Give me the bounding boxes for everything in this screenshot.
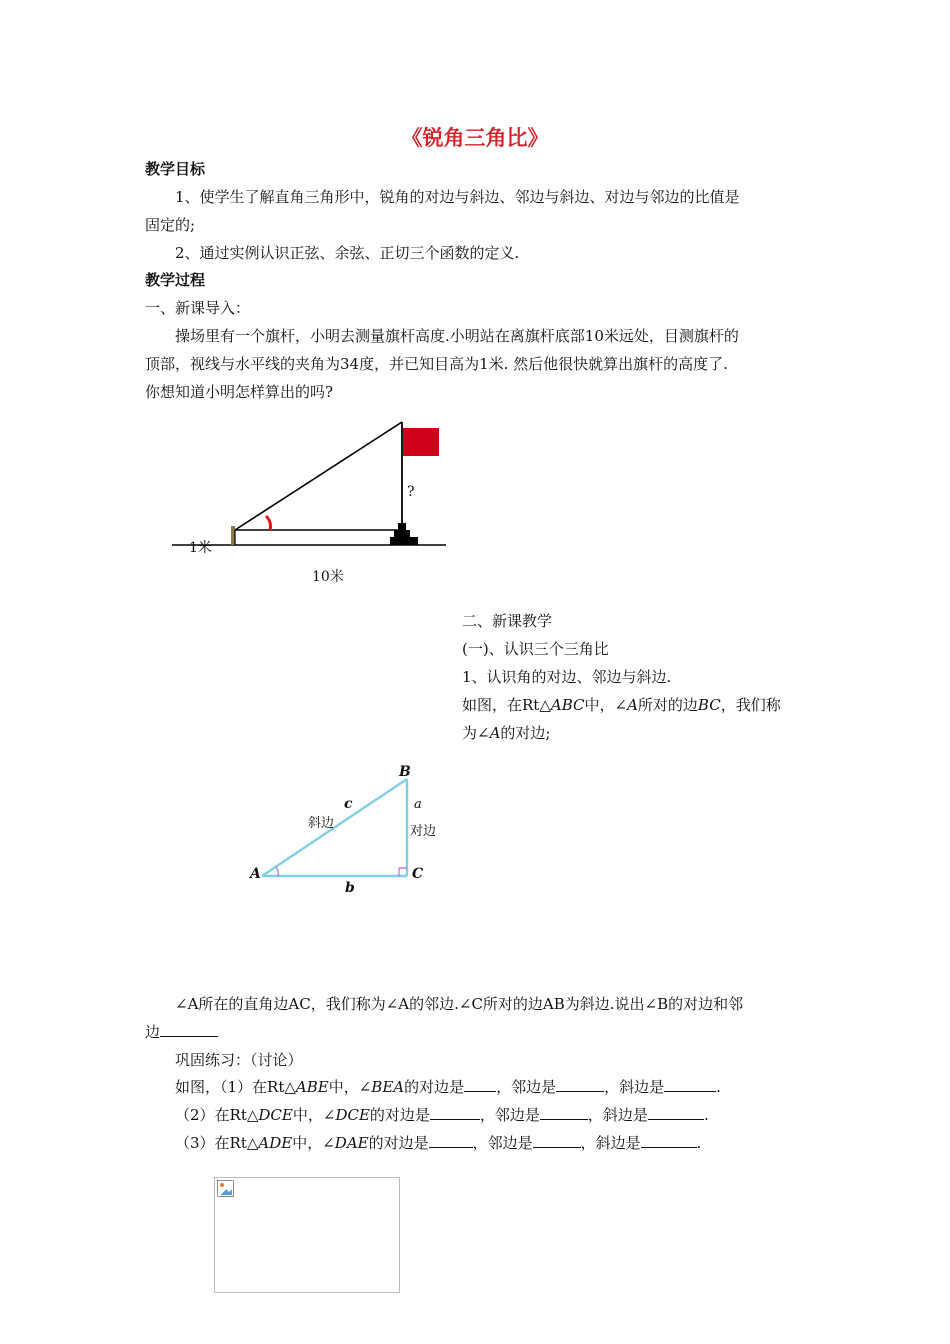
page-title: 《锐角三角比》 xyxy=(401,126,549,150)
section-2-heading: 二、新课教学 xyxy=(462,612,553,630)
opposite-side-label: 对边 xyxy=(410,824,437,839)
vertex-c-label: C xyxy=(412,866,424,882)
pole-height-question-label: ? xyxy=(407,484,415,500)
vertex-a-label: A xyxy=(250,866,261,882)
answer-blank[interactable] xyxy=(648,1105,704,1120)
objectives-heading: 教学目标 xyxy=(145,160,206,178)
answer-blank[interactable] xyxy=(664,1077,716,1092)
answer-blank[interactable] xyxy=(430,1105,480,1120)
answer-blank[interactable] xyxy=(429,1133,473,1148)
hypotenuse-label: 斜边 xyxy=(308,816,335,831)
practice-question-1: 如图，（1）在Rt△ABE中，∠BEA的对边是 ，邻边是 ，斜边是 . xyxy=(175,1078,721,1096)
adjacent-side-text-line-2: 边 xyxy=(145,1021,218,1042)
section-1-heading: 一、新课导入： xyxy=(145,299,251,317)
side-a-label: a xyxy=(414,797,422,812)
answer-blank[interactable] xyxy=(556,1077,604,1092)
vertex-b-label: B xyxy=(399,764,411,780)
answer-blank[interactable] xyxy=(464,1077,496,1092)
point-1: 1、认识角的对边、邻边与斜边. xyxy=(462,668,672,686)
side-b-label: b xyxy=(345,880,355,896)
objective-item-1-line-1: 1、使学生了解直角三角形中，锐角的对边与斜边、邻边与斜边、对边与邻边的比值是 xyxy=(175,188,740,206)
answer-blank[interactable] xyxy=(533,1133,581,1148)
practice-heading: 巩固练习：（讨论） xyxy=(175,1051,303,1069)
intro-line-1: 操场里有一个旗杆，小明去测量旗杆高度.小明站在离旗杆底部10米远处，目测旗杆的 xyxy=(175,327,739,345)
opposite-side-text-line-2: 为∠A的对边; xyxy=(462,724,551,742)
objective-item-1-line-2: 固定的; xyxy=(145,216,196,234)
answer-blank[interactable] xyxy=(160,1022,218,1037)
distance-label: 10米 xyxy=(312,569,344,585)
process-heading: 教学过程 xyxy=(145,271,206,289)
intro-line-2: 顶部，视线与水平线的夹角为34度，并已知目高为1米. 然后他很快就算出旗杆的高度了. xyxy=(145,355,728,373)
angle-a-mark xyxy=(276,867,278,876)
eye-height-label: 1米 xyxy=(189,540,212,556)
intro-line-3: 你想知道小明怎样算出的吗? xyxy=(145,383,334,401)
subsection-heading: (一)、认识三个三角比 xyxy=(462,640,609,658)
answer-blank[interactable] xyxy=(641,1133,697,1148)
adjacent-side-text-line-1: ∠A所在的直角边AC，我们称为∠A的邻边.∠C所对的边AB为斜边.说出∠B的对边和邻 xyxy=(175,995,744,1013)
practice-question-2: （2）在Rt△DCE中，∠DCE的对边是 ，邻边是 ，斜边是 . xyxy=(175,1106,709,1124)
practice-question-3: （3）在Rt△ADE中，∠DAE的对边是 ，邻边是 ，斜边是 . xyxy=(175,1134,702,1152)
broken-image-icon xyxy=(217,1180,235,1198)
image-placeholder xyxy=(214,1177,400,1293)
opposite-side-text-line-1: 如图，在Rt△ABC中，∠A所对的边BC，我们称 xyxy=(462,696,781,714)
hypotenuse xyxy=(262,779,407,876)
side-c-label: c xyxy=(344,796,353,812)
objective-item-2: 2、通过实例认识正弦、余弦、正切三个函数的定义. xyxy=(175,244,520,262)
answer-blank[interactable] xyxy=(540,1105,588,1120)
